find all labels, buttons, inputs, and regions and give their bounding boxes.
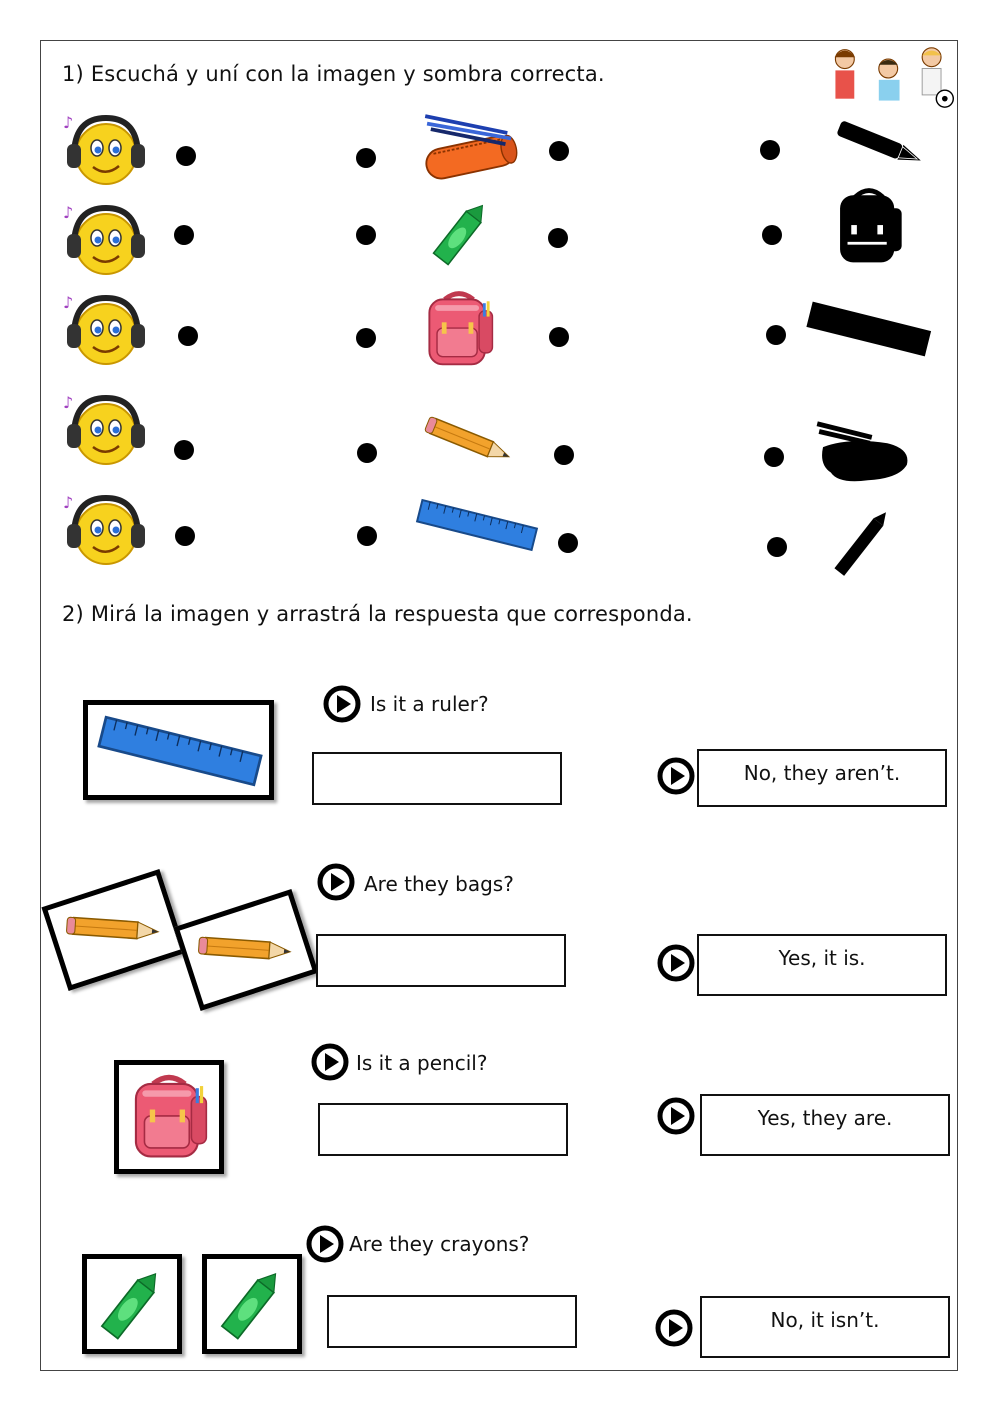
play-audio-icon[interactable] (316, 862, 356, 902)
play-audio-icon[interactable] (322, 684, 362, 724)
match-dot[interactable] (558, 533, 578, 553)
match-dot[interactable] (762, 225, 782, 245)
section1-heading: 1) Escuchá y uní con la imagen y sombra correcta. (62, 62, 605, 86)
pencil-case-shadow-icon (808, 414, 918, 492)
play-audio-icon[interactable] (305, 1224, 345, 1264)
ruler-picture-card (83, 700, 274, 800)
question-text: Are they crayons? (349, 1232, 530, 1256)
crayon-icon (207, 1259, 297, 1349)
pencil-icon (189, 906, 305, 991)
answer-drop-box[interactable] (327, 1295, 577, 1348)
pencil-case-icon (414, 108, 526, 184)
match-dot[interactable] (357, 443, 377, 463)
match-dot[interactable] (176, 146, 196, 166)
match-dot[interactable] (175, 526, 195, 546)
question-text: Is it a ruler? (370, 692, 489, 716)
children-illustration-icon (826, 44, 958, 110)
ruler-icon (92, 707, 268, 795)
match-dot[interactable] (549, 327, 569, 347)
headphones-emoji-icon[interactable] (60, 200, 152, 280)
play-audio-icon[interactable] (654, 1308, 694, 1348)
answer-drop-box[interactable] (318, 1103, 568, 1156)
headphones-emoji-icon[interactable] (60, 110, 152, 190)
answer-choice-draggable[interactable]: Yes, they are. (700, 1094, 950, 1156)
ruler-shadow-icon (804, 296, 934, 360)
headphones-emoji-icon[interactable] (60, 490, 152, 570)
ruler-icon (412, 494, 542, 556)
match-dot[interactable] (766, 325, 786, 345)
answer-drop-box[interactable] (316, 934, 566, 987)
pencil-icon (57, 886, 173, 971)
pencil-shadow-icon (830, 118, 930, 170)
match-dot[interactable] (549, 141, 569, 161)
question-text: Is it a pencil? (356, 1051, 488, 1075)
match-dot[interactable] (174, 440, 194, 460)
play-audio-icon[interactable] (656, 1096, 696, 1136)
match-dot[interactable] (174, 225, 194, 245)
answer-choice-draggable[interactable]: Yes, it is. (697, 934, 947, 996)
play-audio-icon[interactable] (310, 1042, 350, 1082)
crayon-picture-card (202, 1254, 302, 1354)
section2-heading: 2) Mirá la imagen y arrastrá la respuesta que corresponda. (62, 602, 693, 626)
backpack-shadow-icon (824, 184, 914, 268)
match-dot[interactable] (356, 328, 376, 348)
backpack-icon (412, 286, 506, 372)
headphones-emoji-icon[interactable] (60, 290, 152, 370)
crayon-icon (418, 192, 504, 274)
match-dot[interactable] (356, 148, 376, 168)
match-dot[interactable] (760, 140, 780, 160)
crayon-picture-card (82, 1254, 182, 1354)
match-dot[interactable] (548, 228, 568, 248)
play-audio-icon[interactable] (656, 943, 696, 983)
match-dot[interactable] (767, 537, 787, 557)
crayon-shadow-icon (820, 502, 904, 584)
backpack-picture-card (114, 1060, 224, 1174)
answer-choice-draggable[interactable]: No, it isn’t. (700, 1296, 950, 1358)
backpack-icon (121, 1067, 217, 1167)
answer-drop-box[interactable] (312, 752, 562, 805)
match-dot[interactable] (356, 225, 376, 245)
match-dot[interactable] (764, 447, 784, 467)
headphones-emoji-icon[interactable] (60, 390, 152, 470)
match-dot[interactable] (357, 526, 377, 546)
answer-choice-draggable[interactable]: No, they aren’t. (697, 749, 947, 807)
crayon-icon (87, 1259, 177, 1349)
match-dot[interactable] (178, 326, 198, 346)
match-dot[interactable] (554, 445, 574, 465)
pencil-icon (420, 414, 520, 468)
play-audio-icon[interactable] (656, 756, 696, 796)
question-text: Are they bags? (364, 872, 514, 896)
